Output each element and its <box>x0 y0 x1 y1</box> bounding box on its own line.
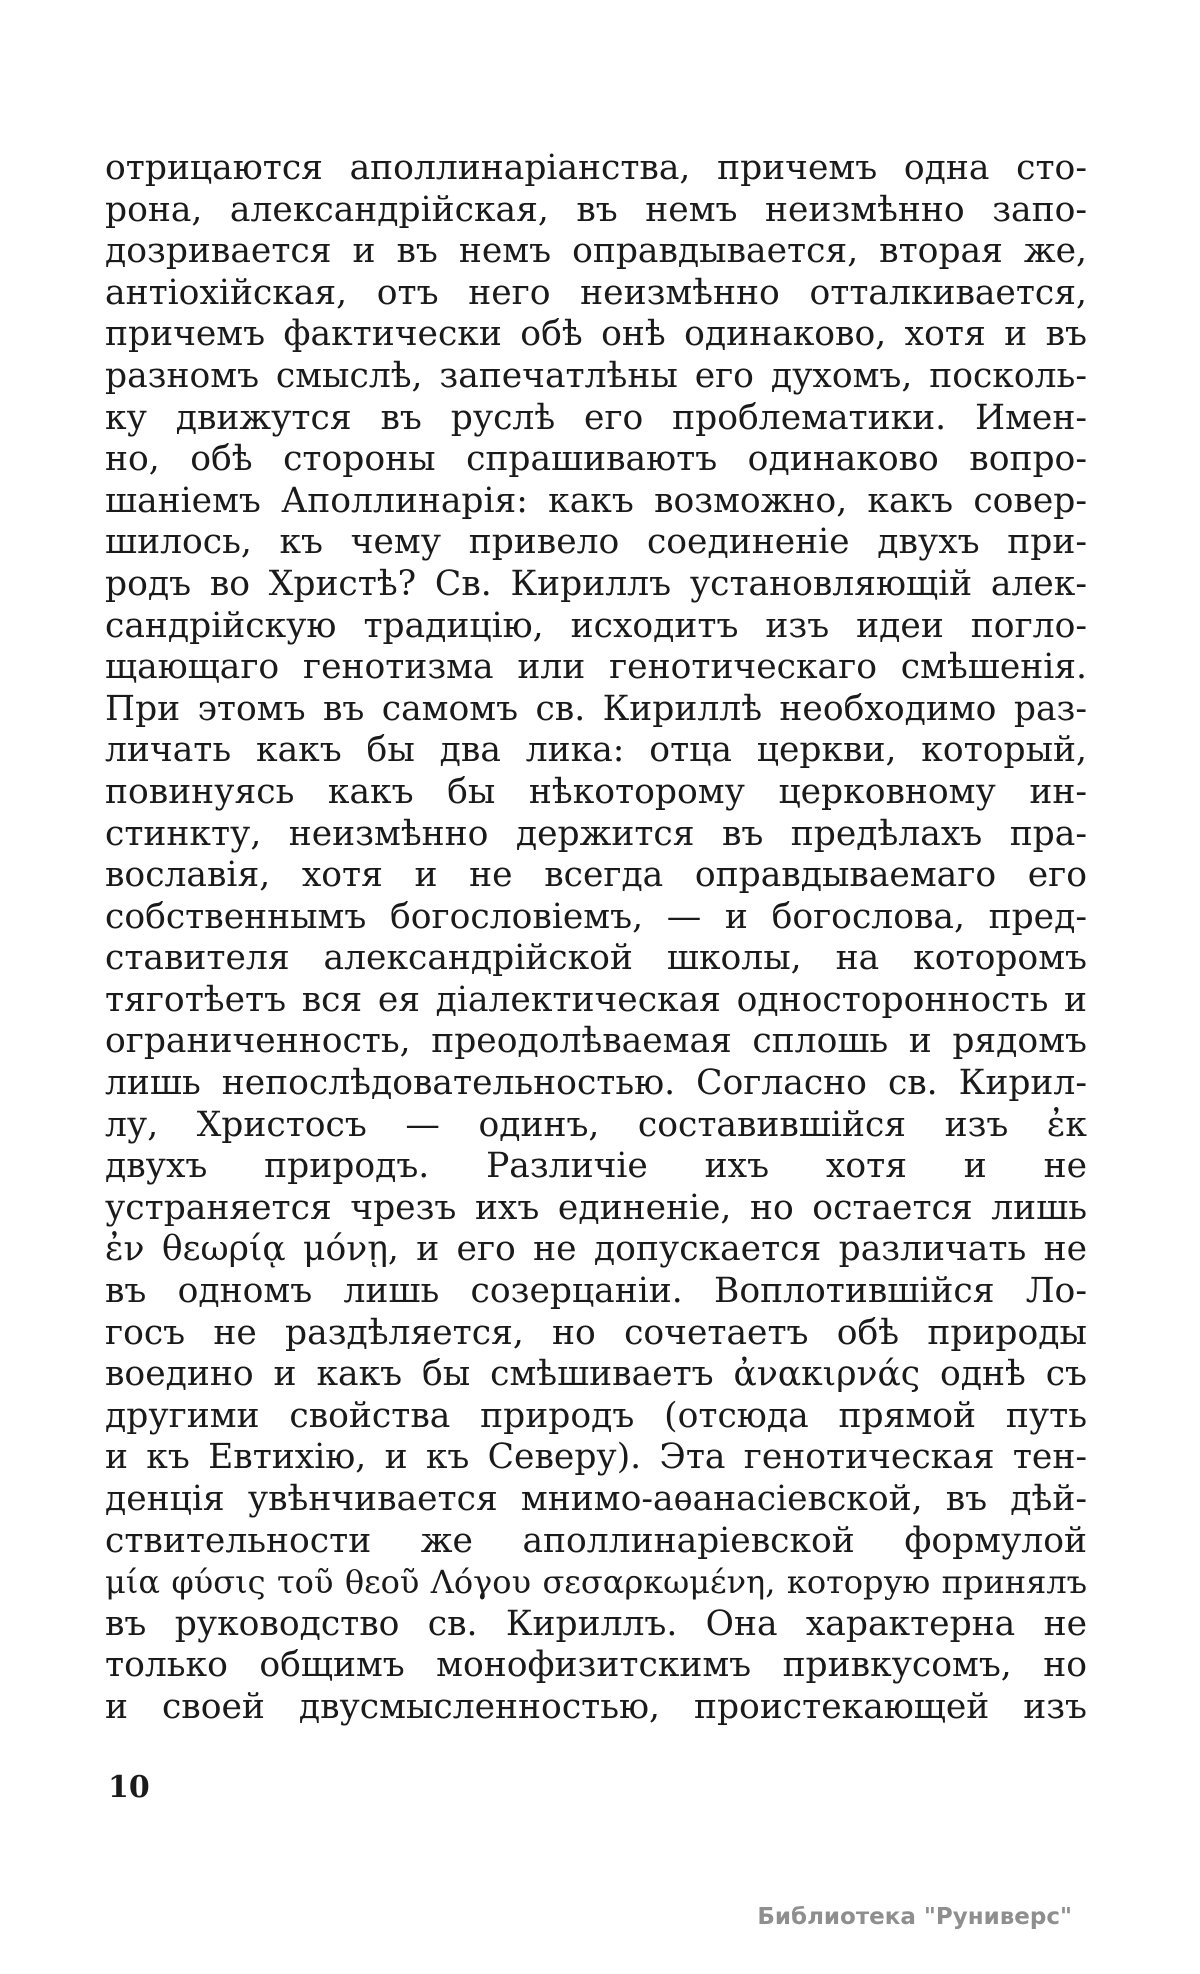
text-line: лишь непослѣдовательностью. Согласно св. Кирил- <box>105 1063 1087 1104</box>
text-line: устраняется чрезъ ихъ единеніе, но остается лишь <box>105 1187 1087 1228</box>
text-line: собственнымъ богословіемъ, — и богослова, пред- <box>105 896 1087 937</box>
text-line: сандрійскую традицію, исходитъ изъ идеи погло- <box>105 605 1087 646</box>
text-line: причемъ фактически обѣ онѣ одинаково, хотя и въ <box>105 314 1087 355</box>
text-line: въ одномъ лишь созерцаніи. Воплотившійся Ло- <box>105 1271 1087 1312</box>
text-line: ку движутся въ руслѣ его проблематики. Имен- <box>105 397 1087 438</box>
text-line: вославія, хотя и не всегда оправдываемаго его <box>105 855 1087 896</box>
text-line: другими свойства природъ (отсюда прямой путь <box>105 1395 1087 1436</box>
text-line: μία φύσις τοῦ θεοῦ Λόγου σεσαρκωμένη, которую принялъ <box>105 1563 1087 1602</box>
text-line: шаніемъ Аполлинарія: какъ возможно, какъ совер- <box>105 480 1087 521</box>
text-line: только общимъ монофизитскимъ привкусомъ, но <box>105 1645 1087 1686</box>
text-line: ἐν θεωρίᾳ μόνῃ, и его не допускается различать не <box>105 1229 1087 1270</box>
text-line: повинуясь какъ бы нѣкоторому церковному ин- <box>105 771 1087 812</box>
text-line: отрицаются аполлинаріанства, причемъ одна сто- <box>105 148 1087 188</box>
text-line: и къ Евтихію, и къ Северу). Эта генотическая тен- <box>105 1437 1087 1478</box>
text-line: денція увѣнчивается мнимо-аѳанасіевской, въ дѣй- <box>105 1479 1087 1519</box>
text-line: дозривается и въ немъ оправдывается, вторая же, <box>105 231 1087 272</box>
text-line: При этомъ въ самомъ св. Кириллѣ необходимо раз- <box>105 688 1087 729</box>
text-line: двухъ природъ. Различіе ихъ хотя и не <box>105 1146 1087 1187</box>
text-line: ставителя александрійской школы, на которомъ <box>105 938 1087 979</box>
text-line: антіохійская, отъ него неизмѣнно отталкивается, <box>105 272 1087 313</box>
text-line: воедино и какъ бы смѣшиваетъ ἀνακιρνάς однѣ съ <box>105 1354 1087 1395</box>
text-line: стинкту, неизмѣнно держится въ предѣлахъ пра- <box>105 813 1087 854</box>
text-line: шилось, къ чему привело соединеніе двухъ при- <box>105 522 1087 563</box>
text-line: въ руководство св. Кириллъ. Она характерна не <box>105 1603 1087 1644</box>
text-line: но, обѣ стороны спрашиваютъ одинаково вопро- <box>105 439 1087 480</box>
text-line: личать какъ бы два лика: отца церкви, который, <box>105 730 1087 771</box>
text-line: ствительности же аполлинаріевской формулой <box>105 1520 1087 1561</box>
library-watermark: Библиотека "Руниверс" <box>757 1904 1072 1930</box>
text-line: госъ не раздѣляется, но сочетаетъ обѣ природы <box>105 1312 1087 1353</box>
text-line: и своей двусмысленностью, проистекающей изъ <box>105 1686 1087 1727</box>
text-line: щающаго генотизма или генотическаго смѣшенія. <box>105 647 1087 688</box>
text-line: ограниченность, преодолѣваемая сплошь и рядомъ <box>105 1021 1087 1062</box>
page-number: 10 <box>108 1770 150 1805</box>
text-line: родъ во Христѣ? Св. Кириллъ установляющій алек- <box>105 563 1087 604</box>
text-line: рона, александрійская, въ немъ неизмѣнно запо- <box>105 189 1087 230</box>
body-text <box>105 148 1087 1729</box>
text-line: тяготѣетъ вся ея діалектическая односторонность и <box>105 979 1087 1020</box>
text-line: лу, Христосъ — одинъ, составившійся изъ ἐκ <box>105 1104 1087 1145</box>
text-line: разномъ смыслѣ, запечатлѣны его духомъ, посколь- <box>105 355 1087 396</box>
